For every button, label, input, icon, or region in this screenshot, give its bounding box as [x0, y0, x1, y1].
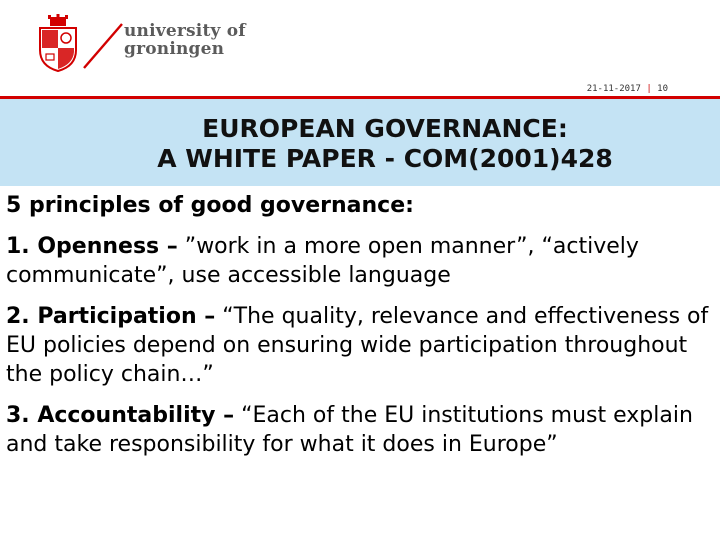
principle-label: 3. Accountability – — [6, 403, 235, 428]
university-crest-logo — [36, 14, 80, 72]
dateline-separator: | — [646, 84, 652, 94]
slide-title-line1: EUROPEAN GOVERNANCE: — [202, 114, 568, 143]
principles-heading: 5 principles of good governance: — [6, 193, 414, 218]
principle-item — [6, 232, 716, 290]
slide-header — [0, 0, 720, 96]
university-wordmark — [124, 22, 246, 58]
slide-title-line2: A WHITE PAPER - COM(2001)428 — [157, 144, 613, 173]
principle-text: “Each of the EU institutions must explain and take responsibility for what it does in Europe” — [6, 403, 693, 457]
slide-dateline — [587, 84, 668, 94]
principle-label: 2. Participation – — [6, 304, 216, 329]
university-name-line2: groningen — [124, 39, 225, 59]
principle-text: ”work in a more open manner”, “actively communicate”, use accessible language — [6, 234, 639, 288]
principle-label: 1. Openness – — [6, 234, 178, 259]
principle-text: “The quality, relevance and effectiveness of EU policies depend on ensuring wide participation throughout the policy chain…” — [6, 304, 709, 387]
slide-number: 10 — [657, 84, 668, 94]
slide-date: 21-11-2017 — [586, 84, 641, 94]
logo-slash-divider — [78, 20, 128, 72]
slide-title — [0, 114, 720, 174]
university-name-line1: university of — [124, 21, 246, 41]
principle-item — [6, 302, 716, 389]
principle-item — [6, 401, 716, 459]
slide-body — [6, 190, 716, 471]
